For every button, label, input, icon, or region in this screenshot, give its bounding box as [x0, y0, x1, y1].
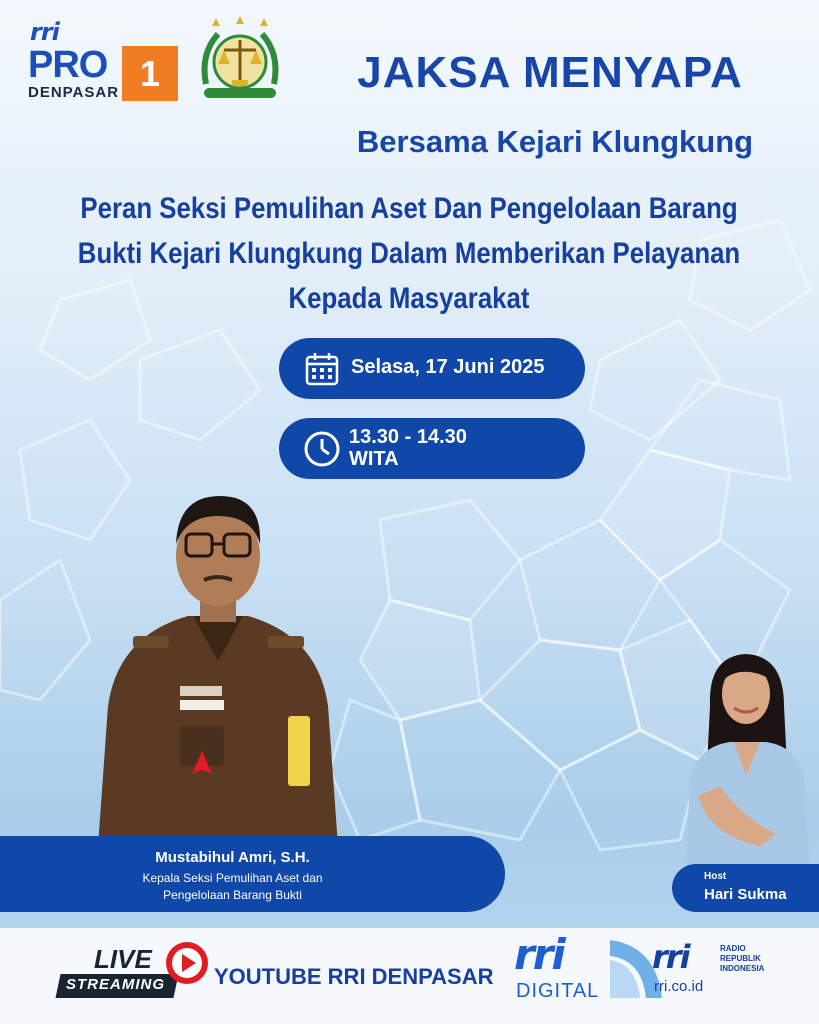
main-title: JAKSA MENYAPA	[357, 48, 743, 97]
pro-number-box: 1	[122, 46, 178, 101]
rri-digital-wordmark: rri	[514, 930, 564, 979]
youtube-channel-text: YOUTUBE RRI DENPASAR	[214, 964, 494, 989]
live-streaming-badge	[58, 940, 208, 1004]
time-pill	[279, 418, 585, 479]
live-text: LIVE	[94, 944, 152, 974]
rri-tagline: RADIO REPUBLIK INDONESIA	[720, 944, 765, 973]
kejaksaan-emblem-icon	[196, 14, 284, 106]
rri-pro1-denpasar-logo	[28, 18, 183, 108]
calendar-icon	[303, 350, 341, 388]
host-photo	[680, 646, 816, 872]
rri-logo-text: rri	[30, 18, 59, 46]
clock-icon	[303, 430, 341, 468]
date-text: Selasa, 17 Juni 2025	[351, 356, 545, 378]
guest-caption	[0, 836, 505, 912]
time-text: 13.30 - 14.30 WITA	[349, 426, 467, 470]
guest-role: Kepala Seksi Pemulihan Aset dan Pengelolaan Barang Bukti	[142, 871, 323, 902]
subtitle: Bersama Kejari Klungkung	[356, 124, 754, 159]
host-name: Hari Sukma	[704, 886, 787, 903]
rri-url: rri.co.id	[654, 978, 704, 995]
date-pill	[279, 338, 585, 399]
host-label: Host	[704, 871, 727, 882]
play-icon	[164, 940, 210, 986]
pro-city-text: DENPASAR	[28, 84, 120, 101]
streaming-text: STREAMING	[66, 976, 165, 993]
rri-digital-logo	[514, 930, 604, 1004]
guest-photo	[88, 486, 348, 846]
pro-logo-text: PRO	[28, 44, 108, 86]
digital-text: DIGITAL	[516, 980, 600, 1002]
host-caption	[672, 864, 819, 912]
episode-topic: Peran Seksi Pemulihan Aset Dan Pengelolaan Barang Bukti Kejari Klungkung Dalam Memberikan Pelayanan Kepada Masyarakat	[77, 192, 741, 315]
rri-wordmark: rri	[652, 938, 689, 976]
rri-logo	[606, 930, 786, 1004]
guest-name: Mustabihul Amri, S.H.	[155, 849, 310, 866]
